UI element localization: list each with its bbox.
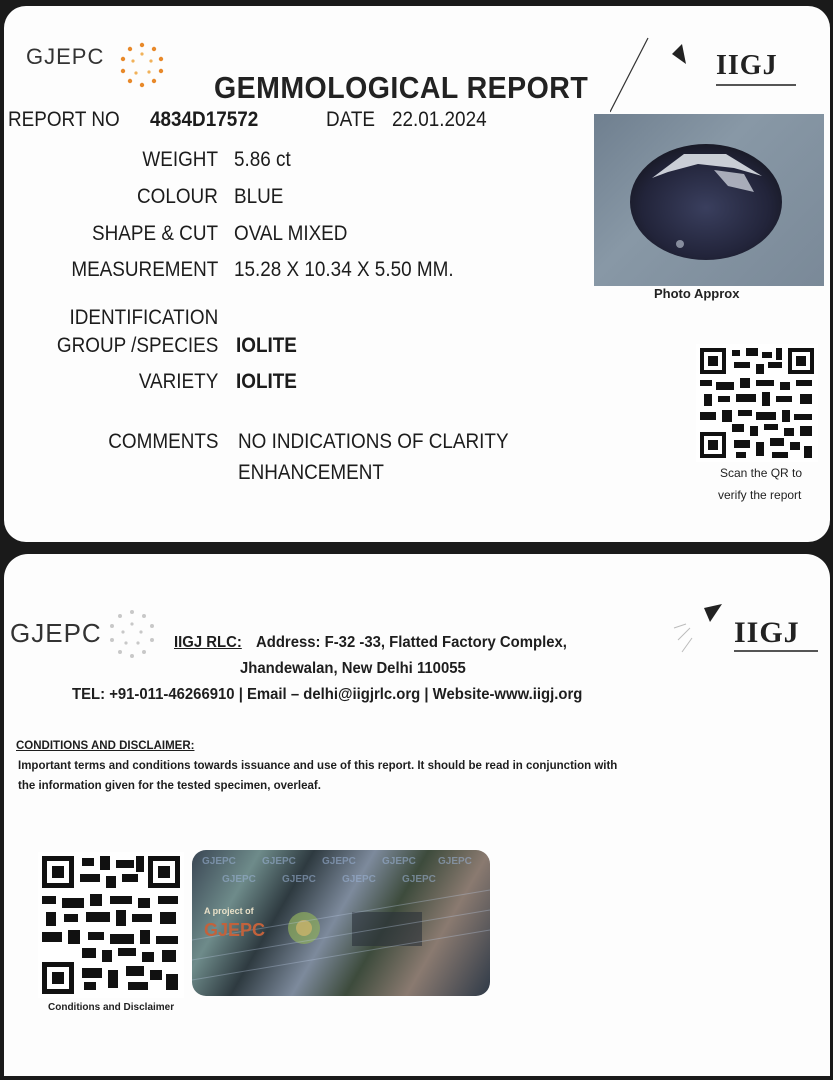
address-line2: Jhandewalan, New Delhi 110055 [240, 660, 466, 677]
svg-text:GJEPC: GJEPC [342, 874, 376, 885]
gjepc-logo: GJEPC [26, 44, 105, 69]
shape-cut-label: SHAPE & CUT [91, 222, 218, 245]
photo-caption: Photo Approx [654, 286, 740, 301]
svg-text:GJEPC: GJEPC [282, 874, 316, 885]
weight-value: 5.86 ct [234, 148, 291, 171]
svg-text:GJEPC: GJEPC [438, 856, 472, 867]
colour-value: BLUE [234, 185, 284, 208]
report-front-card [4, 6, 830, 542]
report-title: GEMMOLOGICAL REPORT [214, 70, 589, 105]
hologram-caption: A project of [204, 906, 254, 916]
comments-line1: NO INDICATIONS OF CLARITY [238, 430, 509, 453]
colour-label: COLOUR [137, 185, 218, 208]
date-label: DATE [326, 108, 376, 131]
comments-line2: ENHANCEMENT [238, 461, 384, 484]
svg-text:GJEPC: GJEPC [382, 856, 416, 867]
gem-photo [594, 114, 824, 286]
iigj-underline [716, 84, 796, 86]
svg-text:GJEPC: GJEPC [322, 856, 356, 867]
conditions-qr-code[interactable] [38, 852, 184, 998]
measurement-label: MEASUREMENT [70, 258, 218, 281]
svg-text:GJEPC: GJEPC [202, 856, 236, 867]
address-line1: Address: F-32 -33, Flatted Factory Complex, [256, 634, 567, 651]
qr-caption-line2: verify the report [718, 488, 802, 502]
iigj-logo-back: IIGJ [734, 616, 800, 649]
measurement-value: 15.28 X 10.34 X 5.50 MM. [234, 258, 454, 281]
gjepc-sun-icon-back [104, 606, 160, 662]
comments-label: COMMENTS [107, 430, 218, 453]
svg-text:GJEPC: GJEPC [222, 874, 256, 885]
contact-line: TEL: +91-011-46266910 | Email – delhi@iigjrlc.org | Website-www.iigj.org [72, 686, 583, 703]
report-back-card [4, 554, 830, 1076]
verify-qr-code[interactable] [696, 344, 818, 462]
gemstone-image [594, 114, 824, 286]
variety-label: VARIETY [138, 370, 218, 393]
report-no-label: REPORT NO [8, 108, 120, 131]
conditions-line2: the information given for the tested specimen, overleaf. [18, 780, 321, 792]
address-label: IIGJ RLC: [174, 634, 242, 651]
conditions-line1: Important terms and conditions towards issuance and use of this report. It should be read in conjunction with [18, 760, 618, 772]
iigj-underline-back [734, 650, 818, 652]
group-species-label: GROUP /SPECIES [56, 334, 218, 357]
gjepc-logo-back: GJEPC [10, 618, 102, 648]
identification-label: IDENTIFICATION [69, 306, 218, 329]
group-species-value: IOLITE [236, 334, 297, 357]
iigj-logo: IIGJ [716, 50, 778, 81]
hologram-logo: GJEPC [204, 920, 266, 940]
report-no-value: 4834D17572 [150, 108, 259, 131]
svg-text:GJEPC: GJEPC [262, 856, 296, 867]
conditions-heading: CONDITIONS AND DISCLAIMER: [16, 740, 195, 752]
qr-caption-line1: Scan the QR to [720, 466, 803, 480]
iigj-mark-icon [610, 34, 690, 114]
variety-value: IOLITE [236, 370, 297, 393]
shape-cut-value: OVAL MIXED [234, 222, 348, 245]
security-hologram [192, 850, 490, 996]
gjepc-sun-icon [116, 39, 168, 91]
svg-text:GJEPC: GJEPC [402, 874, 436, 885]
back-qr-caption: Conditions and Disclaimer [48, 1002, 175, 1013]
weight-label: WEIGHT [142, 148, 218, 171]
date-value: 22.01.2024 [392, 108, 487, 131]
iigj-mark-icon-back [670, 600, 730, 662]
